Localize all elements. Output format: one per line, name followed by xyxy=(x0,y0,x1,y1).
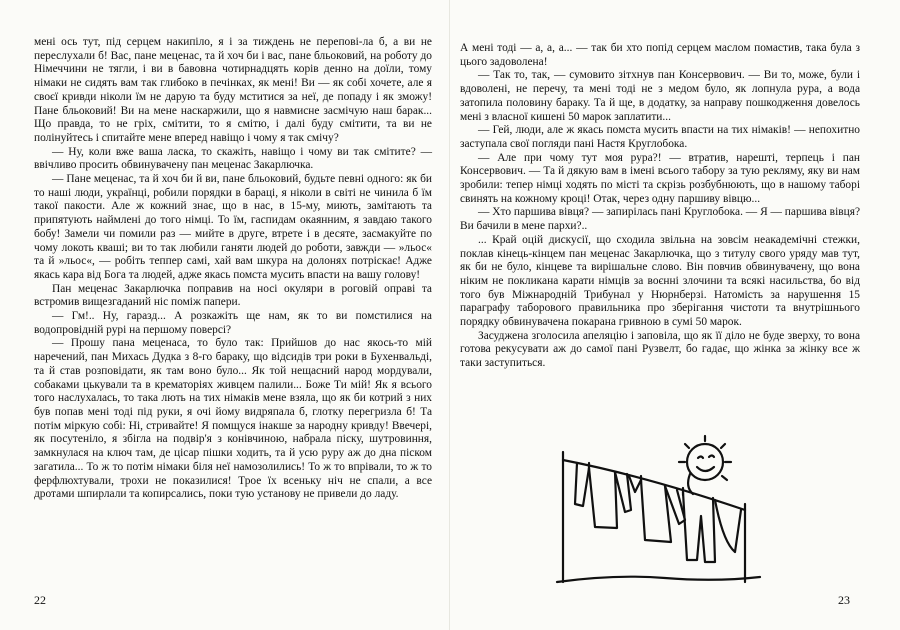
paragraph: Пан меценас Закарлючка поправив на носі окуляри в роговій оправі та встромив вищезгаданий ніс поміж папери. xyxy=(34,282,432,309)
paragraph: — Гей, люди, але ж якась помста мусить впасти на тих німаків! — непохитно заступала свої погляди пані Настя Круглобока. xyxy=(460,124,860,150)
paragraph: — Але при чому тут моя рура?! — втратив, нарешті, терпець і пан Консервович. — Та й дякую вам в імені всього табору за тую рекляму, яку ви нам зробили: тепер німці ходять по місті та скрізь розбубнюють, що в нашому таборі свинять на кожному кроці! Отак, через одну паршиву вівцю... xyxy=(460,151,860,205)
paragraph: ... Край оцій дискусії, що сходила звільна на зовсім неакадемічні стежки, поклав кінець-кінцем пан меценас Закарлючка, що з титулу свого уряду мав тут, як би не було, кінцеве та вирішальне слово. Він повчив обвинувачену, що вона ніким не покликана карати німців за воєнні злочини та всякі насильства, бо від того був Міжнародній Трибунал у Нюрнберзі. Натомість за нарушення 15 параграфу таборового правильника про зберігання чистоти та внутрішнього порядку обвинувачена покарана гривною в сумі 50 марок. xyxy=(460,233,860,329)
paragraph: А мені тоді — а, а, а... — так би хто попід серцем маслом помастив, така була з цього задоволена! xyxy=(460,42,860,68)
page-number: 22 xyxy=(34,593,46,607)
paragraph: — Так то, так, — сумовито зітхнув пан Консервович. — Ви то, може, були і вдоволені, не перечу, та мені тоді не з медом було, як лопнула рура, а вода затопила половину бараку. Та й ще, в додатку, за направу пошкодження довелось мені з власної кишені 50 марок заплатити... xyxy=(460,69,860,123)
paragraph: — Гм!.. Ну, гаразд... А розкажіть ще нам, як то ви помстилися на водопровідній рурі на першому поверсі? xyxy=(34,310,432,336)
paragraph: Засуджена зголосила апеляцію і заповіла, що як її діло не буде зверху, то вона готова рекусувати аж до самої пані Рузвелт, бо гадає, що жінка за жінку все ж таки заступиться. xyxy=(460,329,860,370)
paragraph: мені ось тут, під серцем накипіло, я і за тиждень не перепові-ла б, а ви не переслухали б! Вас, пане меценас, та й хоч би і вас, пане бльоковий, на роботу до Німеччини не тягли, і ви в бавовна чотирнадцять корів денно на доїли, тому німаки не сидять вам так глибоко в печінках, як мені! Ви — як собі хочете, але я своєї кривди ніколи їм не дарую та буду мститися за неї, де попаду і як зможу! Пане бльоковий! Ви на мене наскаржили, що я навмисне засмічую наш барак... Що правда, то не гріх, смітити, то я смітю, і далі буду смітити, та ви не полінуйтесь і спитайте мене вперед навіщо і чому я так смічу? xyxy=(34,36,432,144)
page-number: 23 xyxy=(838,593,850,607)
paragraph: — Пане меценас, та й хоч би й ви, пане бльоковий, будьте певні одного: як би то наші люди, українці, робили порядки в бараці, я ніколи в світі не чинила б їм такої пакости. Але ж кожний знає, що в нас, в 15-му, миють, замітають та припятують наймлені до того німці. То їм, гаспидам окаянним, я завдаю такого бобу! Замели чи помили раз — мийте в друге, втрете і в десяте, засмакуйте по чому локоть кваші; ви то так любили ганяти людей до роботи, завжди — »льос« та й »льос«, — робіть теппер самі, хай вам шкура на долонях потріскає! Адже якась кара від Бога та людей, адже якась помста мусить впасти на вашу голову! xyxy=(34,173,432,281)
paragraph: — Прошу пана меценаса, то було так: Прийшов до нас якось-то мій наречений, пан Михась Дудка з 8-го бараку, що відсидів три роки в Бухенвальді, та й став розповідати, як там воно було... Як той нещасний народ мордували, собаками цькували та в крематоріях живцем палили... Боже Ти мій! Як я всього того наслухалась, то така лють на тих німаків мене взяла, що як би котрий з них був попав мені тоді під руки, я очі йому видряпала б, глотку перегризла б! Та потім міркую собі: Ні, стривайте! Я помщуся інакше за народну кривду! Ввечері, як посутеніло, я збігла на подвір'я з конівчиною, набрала піску, шутровиння, замкнулася на ключ там, де цісар пішки ходить, та й усю руру аж до дна піском загатила... То ж то потім німаки біля неї намозолились! То ж то впрівали, то ж то ферфлюхтували, трохи не показилися! Трое їх всеньку ніч не спали, а все дротами шпирлали та копирсались, поки тую установу не привели до ладу. xyxy=(34,337,432,501)
paragraph: — Хто паршива вівця? — запирілась пані Круглобока. — Я — паршива вівця? Ви бачили в мене пархи?.. xyxy=(460,206,860,233)
left-page-text xyxy=(34,36,432,502)
laundry-sun-illustration-icon xyxy=(555,432,765,592)
paragraph: — Ну, коли вже ваша ласка, то скажіть, навіщо і чому ви так смітите? — ввічливо просить обвинувачену пан меценас Закарлючка. xyxy=(34,145,432,172)
right-page-text xyxy=(460,42,860,371)
